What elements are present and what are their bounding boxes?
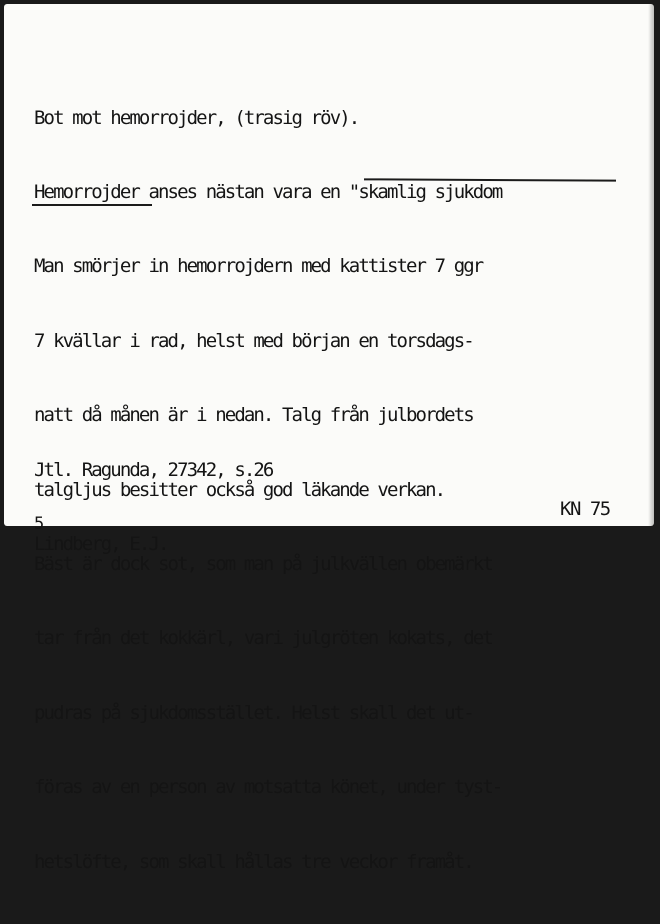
text-line-8: tar från det kokkärl, vari julgröten kokats, det [34, 627, 492, 650]
catalog-code: KN 75 [560, 498, 610, 520]
archive-card [4, 4, 654, 873]
text-line-7: Bäst är dock sot, som man på julkvällen obemärkt [34, 552, 492, 575]
text-line-10: föras av en person av motsatta könet, under tyst- [34, 776, 502, 799]
corner-number: 5 [34, 514, 45, 534]
text-line-1: Bot mot hemorrojder, (trasig röv). [34, 106, 359, 129]
text-line-2: Hemorrojder anses nästan vara en "skamlig sjukdom [34, 180, 502, 203]
source-line-2: Lindberg, E.J. [34, 532, 168, 555]
text-line-4: 7 kvällar i rad, helst med början en torsdags- [34, 329, 473, 352]
text-line-6: talgljus besitter också god läkande verkan. [34, 478, 445, 501]
text-line-9: pudras på sjukdomsstället. Helst skall det ut- [34, 701, 473, 724]
card-edge-shadow [648, 4, 654, 526]
text-line-11: hetslöfte, som skall hållas tre veckor framåt. [34, 850, 473, 873]
text-line-5: natt då månen är i nedan. Talg från julbordets [34, 404, 473, 427]
source-line-1: Jtl. Ragunda, 27342, s.26 [34, 458, 273, 481]
underline-mark-2 [32, 204, 152, 206]
text-line-3: Man smörjer in hemorrojdern med kattister 7 ggr [34, 255, 483, 278]
source-reference [34, 408, 272, 606]
